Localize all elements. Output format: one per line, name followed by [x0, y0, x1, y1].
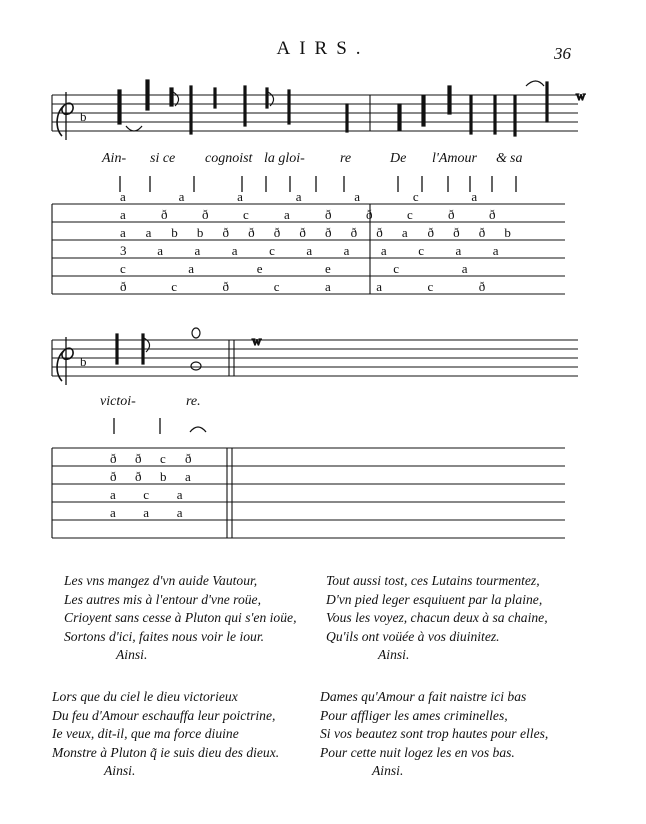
tab-letter: b: [160, 469, 167, 484]
verse-line: Vous les voyez, chacun deux à sa chaine,: [326, 610, 548, 625]
tab-letter: a: [145, 225, 152, 240]
tab-letter: c: [418, 243, 424, 258]
tab-letter: c: [412, 189, 419, 204]
tab-letter: b: [504, 225, 511, 240]
rhythm-signs-2: [114, 418, 206, 434]
svg-text:w: w: [576, 88, 586, 103]
tab-letter: a: [455, 243, 462, 258]
tablature-staff-2: [52, 448, 565, 538]
tab-letter: ð: [202, 207, 209, 222]
tab-letter: c: [171, 279, 178, 294]
refrain: Ainsi.: [378, 647, 410, 662]
tab-letter: b: [196, 225, 204, 240]
tab-letter: ð: [222, 279, 229, 294]
tab-letter: e: [325, 261, 331, 276]
tab-letter: ð: [120, 279, 127, 294]
verse-left-1: [64, 572, 296, 665]
tab-letter: ð: [376, 225, 383, 240]
verse-line: Qu'ils ont voüée à vos diuinitez.: [326, 628, 500, 644]
tab-letter: a: [325, 279, 331, 294]
tab-letter: ð: [448, 207, 455, 222]
clef-icon: [57, 337, 86, 385]
tab-letter: a: [143, 505, 150, 520]
tab-letter: a: [110, 505, 116, 520]
verse-line: Pour cette nuit logez les en vos bas.: [320, 744, 515, 760]
svg-text:w: w: [252, 333, 262, 348]
tab-letter: c: [160, 451, 166, 466]
lyric-syllable: si ce: [150, 151, 176, 166]
page-title: AIRS.: [276, 38, 370, 59]
lyric-syllable: &: [496, 151, 507, 166]
tab-letter: ð: [325, 207, 332, 222]
tab-letter: ð: [478, 279, 486, 294]
tab-letter: c: [120, 261, 126, 276]
tab-letter: ð: [366, 207, 373, 222]
page-number: 36: [554, 44, 571, 63]
tab-letter: c: [143, 487, 150, 502]
tab-letter: 3: [120, 243, 127, 258]
tab-letter: a: [110, 487, 116, 502]
tab-letter: ð: [453, 225, 460, 240]
verse-right-1: [326, 572, 548, 665]
verse-line: Ie veux, dit-il, que ma force diuine: [52, 726, 239, 741]
vocal-staff-1: [52, 95, 578, 131]
tab-letter: c: [273, 279, 280, 294]
tab-letter: ð: [222, 225, 229, 240]
verse-line: Tout aussi tost, ces Lutains tourmentez,: [326, 573, 540, 588]
tab-letter: a: [231, 243, 238, 258]
verse-line: Monstre à Pluton q̃ ie suis dieu des dieux.: [52, 744, 280, 760]
verse-line: Les autres mis à l'entour d'vne roüe,: [64, 591, 261, 607]
verse-line: Sortons d'ici, faites nous voir le iour.: [64, 628, 265, 644]
tab-letter: a: [194, 243, 201, 258]
verse-line: Crioyent sans cesse à Pluton qui s'en ioüe,: [64, 610, 297, 625]
tab-letter: b: [171, 225, 178, 240]
tab-letter: a: [354, 189, 361, 204]
tab-letter: a: [120, 207, 126, 222]
verse-right-2: [320, 688, 548, 781]
verse-line: Les vns mangez d'vn auide Vautour,: [64, 573, 258, 588]
tab-letter: c: [407, 207, 413, 222]
tab-letter: a: [306, 243, 313, 258]
tab-letter: ð: [110, 469, 117, 484]
lyric-syllable: l'Amour: [432, 151, 477, 166]
tab-letter: a: [176, 487, 183, 502]
lyric-syllable: re.: [186, 394, 201, 409]
tab-letter: e: [256, 261, 263, 276]
verse-line: Si vos beautez sont trop hautes pour elles,: [320, 726, 549, 741]
verse-line: D'vn pied leger esquiuent par la plaine,: [326, 591, 543, 607]
lyric-syllable: Ain-: [102, 151, 127, 166]
tab-letter: a: [157, 243, 164, 258]
clef-icon: [57, 92, 86, 140]
lyric-syllable: victoi-: [100, 394, 136, 409]
verse-line: Lors que du ciel le dieu victorieux: [52, 689, 238, 704]
verse-line: Dames qu'Amour a fait naistre ici bas: [320, 689, 527, 704]
tab-letter: ð: [273, 225, 281, 240]
lyric-syllable: De: [390, 151, 407, 166]
lyric-syllable: cognoist: [205, 151, 253, 166]
lyric-syllable: sa: [510, 151, 523, 166]
verse-line: Du feu d'Amour eschauffa leur poictrine,: [52, 707, 276, 723]
tab-letter: a: [492, 243, 499, 258]
tab-letter: c: [243, 207, 249, 222]
tab-letter: a: [188, 261, 195, 276]
svg-text:b: b: [80, 109, 87, 124]
tab-letter: a: [461, 261, 468, 276]
tab-letter: a: [376, 279, 383, 294]
vocal-notes-1: [118, 80, 586, 136]
tab-letter: ð: [350, 225, 358, 240]
tab-letter: ð: [325, 225, 332, 240]
tab-letter: a: [120, 189, 126, 204]
tab-letter: a: [380, 243, 387, 258]
svg-text:b: b: [80, 354, 87, 369]
refrain: Ainsi.: [116, 647, 148, 662]
tab-letter: ð: [185, 451, 192, 466]
tab-letter: ð: [489, 207, 496, 222]
tab-letter: a: [237, 189, 243, 204]
tab-letter: ð: [478, 225, 486, 240]
lyric-syllable: la gloi-: [264, 151, 305, 166]
tab-letter: ð: [161, 207, 168, 222]
tab-letter: a: [471, 189, 478, 204]
tab-letter: a: [120, 225, 126, 240]
tab-letter: a: [185, 469, 191, 484]
tab-letter: a: [284, 207, 290, 222]
tab-letter: c: [427, 279, 434, 294]
tab-letter: a: [178, 189, 185, 204]
tab-letter: ð: [135, 451, 142, 466]
tab-letter: a: [176, 505, 183, 520]
refrain: Ainsi.: [372, 763, 404, 778]
tab-letter: a: [401, 225, 408, 240]
tab-letter: a: [295, 189, 302, 204]
tab-letter: c: [393, 261, 400, 276]
vocal-staff-2: [52, 340, 578, 376]
verse-line: Pour affliger les ames criminelles,: [320, 707, 508, 723]
tab-letter: ð: [248, 225, 255, 240]
tab-letter: c: [269, 243, 275, 258]
verse-left-2: [52, 688, 279, 781]
tablature-letters-2: [110, 451, 192, 520]
tab-letter: a: [343, 243, 350, 258]
tab-letter: ð: [299, 225, 306, 240]
tab-letter: ð: [110, 451, 117, 466]
tab-letter: ð: [427, 225, 434, 240]
lyric-syllable: re: [340, 151, 352, 166]
tab-letter: ð: [135, 469, 142, 484]
tablature-letters-1: [120, 189, 511, 294]
refrain: Ainsi.: [104, 763, 136, 778]
